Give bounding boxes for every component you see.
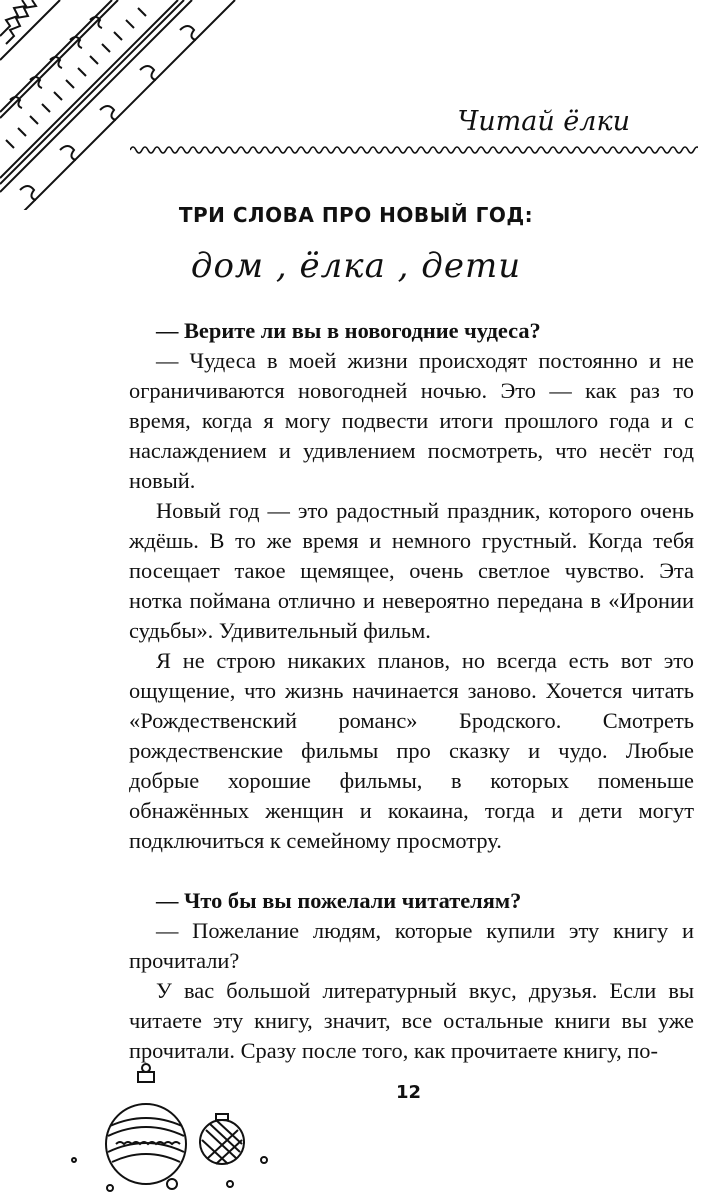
answer-1-paragraph-3: Я не строю никаких планов, но всегда есть вот это ощущение, что жизнь начинается заново. Хочется читать «Рождественский романс» Бродского. Смотреть рождественские фильмы про сказку и чудо. Любые добрые хорошие фильмы, в которых поменьше обнажённых женщин и кокаина, тогда и дети могут подключиться к семейному просмотру. xyxy=(129,648,694,853)
answer-1-paragraph-1: — Чудеса в моей жизни происходят постоянно и не ограничиваются новогодней ночью. Это — как раз то время, когда я могу подвести итоги прошлого года и с наслаждением и удивлением посмотреть, что несёт год новый. xyxy=(129,348,694,493)
answer-1-paragraph-2: Новый год — это радостный праздник, которого очень ждёшь. В то же время и немного грустный. Когда тебя посещает такое щемящее, очень светлое чувство. Эта нотка поймана отлично и невероятно передана в «Иронии судьбы». Удивительный фильм. xyxy=(129,498,694,643)
section-subheading: дом , ёлка , дети xyxy=(190,246,522,286)
answer-2-paragraph-2: У вас большой литературный вкус, друзья. Если вы читаете эту книгу, значит, все остальные книги вы уже прочитали. Сразу после того, как прочитаете книгу, по- xyxy=(129,978,694,1063)
corner-stripe-decoration xyxy=(0,0,250,210)
running-title: Читай ёлки xyxy=(457,106,630,137)
paragraph-gap xyxy=(129,856,694,886)
answer-2-paragraph-1: — Пожелание людям, которые купили эту книгу и прочитали? xyxy=(129,918,694,973)
article-body xyxy=(129,316,694,1066)
question-1: — Верите ли вы в новогодние чудеса? xyxy=(156,318,541,343)
question-2: — Что бы вы пожелали читателям? xyxy=(156,888,522,913)
page-number: 12 xyxy=(396,1082,422,1103)
christmas-ornaments-icon xyxy=(60,1060,290,1192)
section-heading: ТРИ СЛОВА ПРО НОВЫЙ ГОД: xyxy=(178,203,534,227)
wavy-divider xyxy=(130,140,698,160)
